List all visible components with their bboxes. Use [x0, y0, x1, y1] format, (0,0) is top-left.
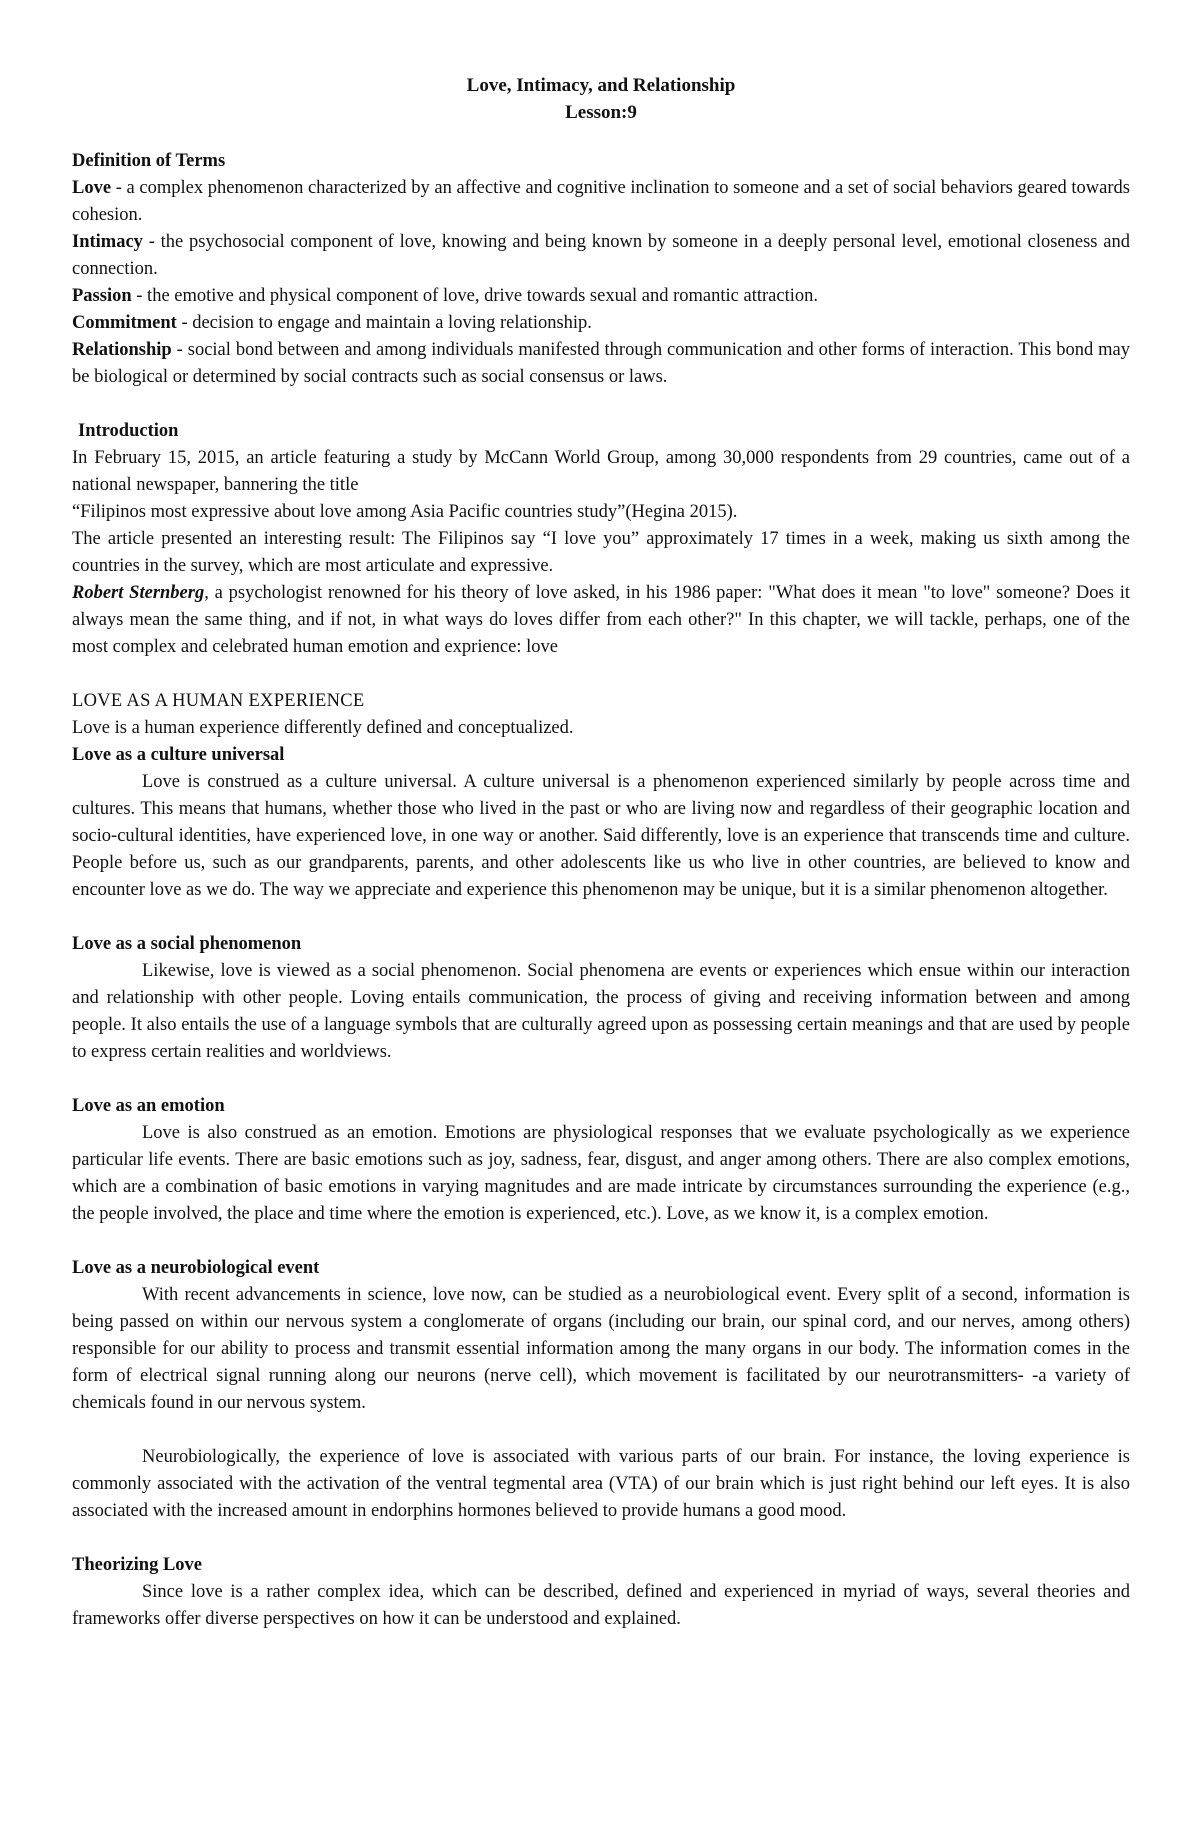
spacer: [72, 1066, 1130, 1093]
introduction-section: [72, 418, 1130, 661]
introduction-heading: Introduction: [78, 421, 179, 441]
definition-love: [72, 175, 1130, 229]
neurobiological-section: [72, 1255, 1130, 1525]
term: Intimacy: [72, 232, 143, 252]
spacer: [72, 1228, 1130, 1255]
definition-text: - the psychosocial component of love, knowing and being known by someone in a deeply personal level, emotional closeness and connection.: [72, 232, 1130, 279]
theorizing-heading: Theorizing Love: [72, 1555, 203, 1575]
introduction-paragraph-1: In February 15, 2015, an article featuring a study by McCann World Group, among 30,000 respondents from 29 countries, came out of a national newspaper, bannering the title: [72, 448, 1130, 495]
definition-passion: [72, 283, 1130, 310]
definition-relationship: [72, 337, 1130, 391]
definition-intimacy: [72, 229, 1130, 283]
introduction-paragraph-3: The article presented an interesting result: The Filipinos say “I love you” approximately 17 times in a week, making us sixth among the countries in the survey, which are most articulate and expressive.: [72, 529, 1130, 576]
term: Love: [72, 178, 112, 198]
term: Passion: [72, 286, 132, 306]
neurobiological-text-1: With recent advancements in science, love now, can be studied as a neurobiological event. Every split of a second, information is being passed on within our nervous system a conglomerate of organs (including our brain, our spinal cord, and our nerves, among others) responsible for our ability to process and transmit essential information among the many organs in our body. The information comes in the form of electrical signal running along our neurons (nerve cell), which movement is facilitated by our neurotransmitters- -a variety of chemicals found in our nervous system.: [72, 1285, 1130, 1413]
title-block: [72, 72, 1130, 126]
theorizing-text: Since love is a rather complex idea, which can be described, defined and experienced in myriad of ways, several theories and frameworks offer diverse perspectives on how it can be understood and explained.: [72, 1582, 1130, 1629]
theorizing-section: [72, 1552, 1130, 1633]
love-human-experience-heading: LOVE AS A HUMAN EXPERIENCE: [72, 691, 365, 711]
introduction-paragraph-4: [72, 580, 1130, 661]
spacer: [72, 1525, 1130, 1552]
definition-text: - decision to engage and maintain a loving relationship.: [176, 313, 592, 333]
introduction-paragraph-2: “Filipinos most expressive about love among Asia Pacific countries study”(Hegina 2015).: [72, 502, 738, 522]
definition-text: - a complex phenomenon characterized by an affective and cognitive inclination to someone and a set of social behaviors geared towards cohesion.: [72, 178, 1130, 225]
culture-universal-heading: Love as a culture universal: [72, 745, 285, 765]
emotion-section: [72, 1093, 1130, 1228]
love-human-experience-section: [72, 688, 1130, 904]
definition-text: - the emotive and physical component of love, drive towards sexual and romantic attraction.: [131, 286, 818, 306]
social-phenomenon-section: [72, 931, 1130, 1066]
definition-commitment: [72, 310, 1130, 337]
definitions-section: [72, 148, 1130, 391]
spacer: [72, 904, 1130, 931]
emotion-text: Love is also construed as an emotion. Emotions are physiological responses that we evaluate psychologically as we experience particular life events. There are basic emotions such as joy, sadness, fear, disgust, and anger among others. There are also complex emotions, which are a combination of basic emotions in varying magnitudes and are made intricate by circumstances surrounding the experience (e.g., the people involved, the place and time where the emotion is experienced, etc.). Love, as we know it, is a complex emotion.: [72, 1123, 1130, 1224]
definition-text: - social bond between and among individuals manifested through communication and other forms of interaction. This bond may be biological or determined by social contracts such as social consensus or laws.: [72, 340, 1130, 387]
introduction-paragraph-4-text: , a psychologist renowned for his theory of love asked, in his 1986 paper: "What does it mean "to love" someone? Does it always mean the same thing, and if not, in what ways do loves differ from each other?" In this chapter, we will tackle, perhaps, one of the most complex and celebrated human emotion and exprience: love: [72, 583, 1130, 657]
author-name: Robert Sternberg: [72, 583, 205, 603]
spacer: [72, 661, 1130, 688]
term: Commitment: [72, 313, 177, 333]
neurobiological-text-2: Neurobiologically, the experience of love is associated with various parts of our brain. For instance, the loving experience is commonly associated with the activation of the ventral tegmental area (VTA) of our brain which is just right behind our left eyes. It is also associated with the increased amount in endorphins hormones believed to provide humans a good mood.: [72, 1447, 1130, 1521]
definitions-heading: Definition of Terms: [72, 151, 226, 171]
spacer: [72, 391, 1130, 418]
social-phenomenon-text: Likewise, love is viewed as a social phenomenon. Social phenomena are events or experiences which ensue within our interaction and relationship with other people. Loving entails communication, the process of giving and receiving information between and among people. It also entails the use of a language symbols that are culturally agreed upon as possessing certain meanings and that are used by people to express certain realities and worldviews.: [72, 961, 1130, 1062]
neurobiological-heading: Love as a neurobiological event: [72, 1258, 320, 1278]
term: Relationship: [72, 340, 172, 360]
document-title: Love, Intimacy, and Relationship: [466, 75, 736, 96]
love-human-experience-subline: Love is a human experience differently defined and conceptualized.: [72, 718, 574, 738]
lesson-number: Lesson:9: [565, 102, 637, 123]
culture-universal-text: Love is construed as a culture universal. A culture universal is a phenomenon experienced similarly by people across time and cultures. This means that humans, whether those who lived in the past or who are living now and regardless of their geographic location and socio-cultural identities, have experienced love, in one way or another. Said differently, love is an experience that transcends time and culture. People before us, such as our grandparents, parents, and other adolescents like us who live in other countries, are believed to know and encounter love as we do. The way we appreciate and experience this phenomenon may be unique, but it is a similar phenomenon altogether.: [72, 772, 1130, 900]
emotion-heading: Love as an emotion: [72, 1096, 225, 1116]
spacer: [72, 1417, 1130, 1444]
social-phenomenon-heading: Love as a social phenomenon: [72, 934, 302, 954]
